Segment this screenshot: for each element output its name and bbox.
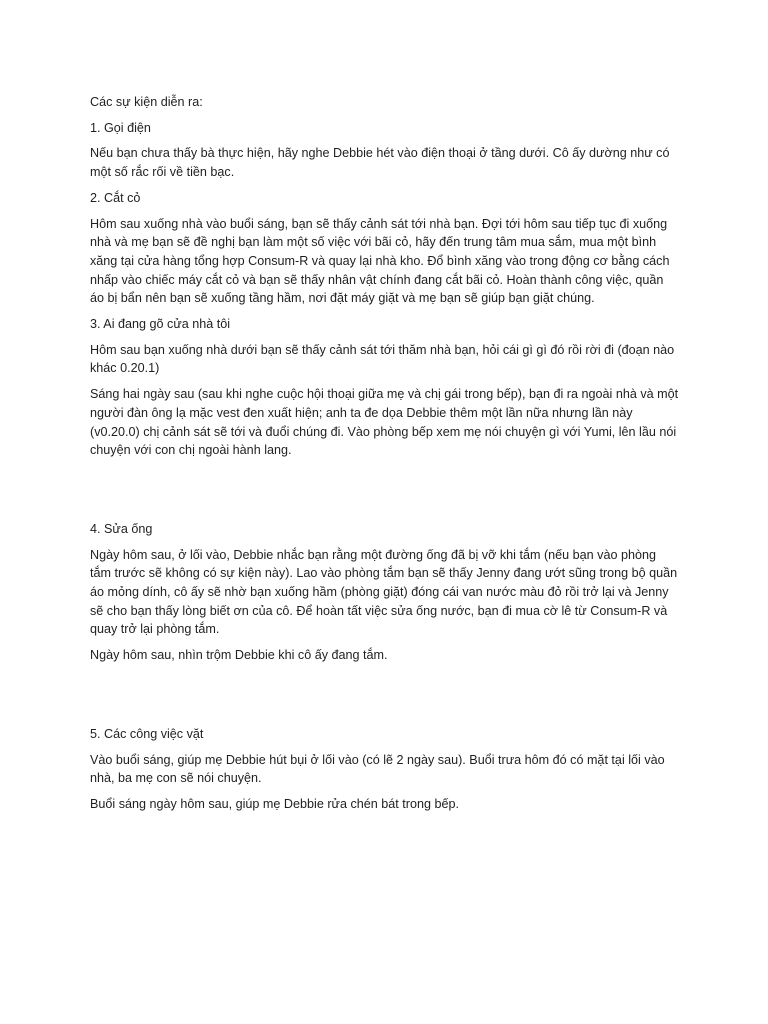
section-5-heading: 5. Các công việc vặt [90,726,204,741]
section-4-paragraph-2: Ngày hôm sau, nhìn trộm Debbie khi cô ấy đang tắm. [90,648,388,663]
section-3-paragraph-2: Sáng hai ngày sau (sau khi nghe cuộc hội thoại giữa mẹ và chị gái trong bếp), bạn đi ra ngoài nhà và một người đàn ông lạ mặc vest đen xuất hiện; anh ta đe dọa Debbie thêm một lần nữa nhưng lần này (v0.20.0) chị cảnh sát sẽ tới và đuổi chúng đi. Vào phòng bếp xem mẹ nói chuyện gì với Yumi, lên lầu nói chuyện với con chị ngoài hành lang. [90,387,679,458]
section-1-paragraph-1: Nếu bạn chưa thấy bà thực hiện, hãy nghe Debbie hét vào điện thoại ở tầng dưới. Cô ấy dường như có một số rắc rối về tiền bạc. [90,146,670,180]
section-3-paragraph-1: Hôm sau bạn xuống nhà dưới bạn sẽ thấy cảnh sát tới thăm nhà bạn, hỏi cái gì gì đó rồi rời đi (đoạn nào khác 0.20.1) [90,342,675,376]
section-2-heading: 2. Cắt cỏ [90,190,141,205]
blank-space [90,672,680,725]
document-body [90,93,680,821]
section-1-heading: 1. Gọi điện [90,120,151,135]
section-5-paragraph-1: Vào buổi sáng, giúp mẹ Debbie hút bụi ở lối vào (có lẽ 2 ngày sau). Buổi trưa hôm đó có mặt tại lối vào nhà, ba mẹ con sẽ nói chuyện. [90,752,665,786]
section-5-paragraph-2: Buổi sáng ngày hôm sau, giúp mẹ Debbie rửa chén bát trong bếp. [90,796,459,811]
blank-space [90,467,680,520]
section-3-heading: 3. Ai đang gõ cửa nhà tôi [90,317,231,332]
section-4-heading: 4. Sửa ống [90,521,153,536]
section-2-paragraph-1: Hôm sau xuống nhà vào buổi sáng, bạn sẽ thấy cảnh sát tới nhà bạn. Đợi tới hôm sau tiếp tục đi xuống nhà và mẹ bạn sẽ đề nghị bạn làm một số việc với bãi cỏ, hãy đến trung tâm mua sắm, mua một bình xăng tại cửa hàng tổng hợp Consum-R và quay lại nhà kho. Đổ bình xăng vào trong động cơ bằng cách nhấp vào chiếc máy cắt cỏ và bạn sẽ thấy nhân vật chính đang cắt bãi cỏ. Hoàn thành công việc, quần áo bị bẩn nên bạn sẽ xuống tầng hầm, nơi đặt máy giặt và mẹ bạn sẽ giúp bạn giặt chúng. [90,216,670,306]
intro-text: Các sự kiện diễn ra: [90,95,203,109]
section-4-paragraph-1: Ngày hôm sau, ở lối vào, Debbie nhắc bạn rằng một đường ống đã bị vỡ khi tắm (nếu bạn vào phòng tắm trước sẽ không có sự kiện này). Lao vào phòng tắm bạn sẽ thấy Jenny đang ướt sũng trong bộ quần áo mỏng dính, cô ấy sẽ nhờ bạn xuống hầm (phòng giặt) đóng cái van nước màu đỏ rồi trở lại và Jenny sẽ cho bạn thấy lòng biết ơn của cô. Để hoàn tất việc sửa ống nước, bạn đi mua cờ lê từ Consum-R và quay trở lại phòng tắm. [90,547,678,637]
